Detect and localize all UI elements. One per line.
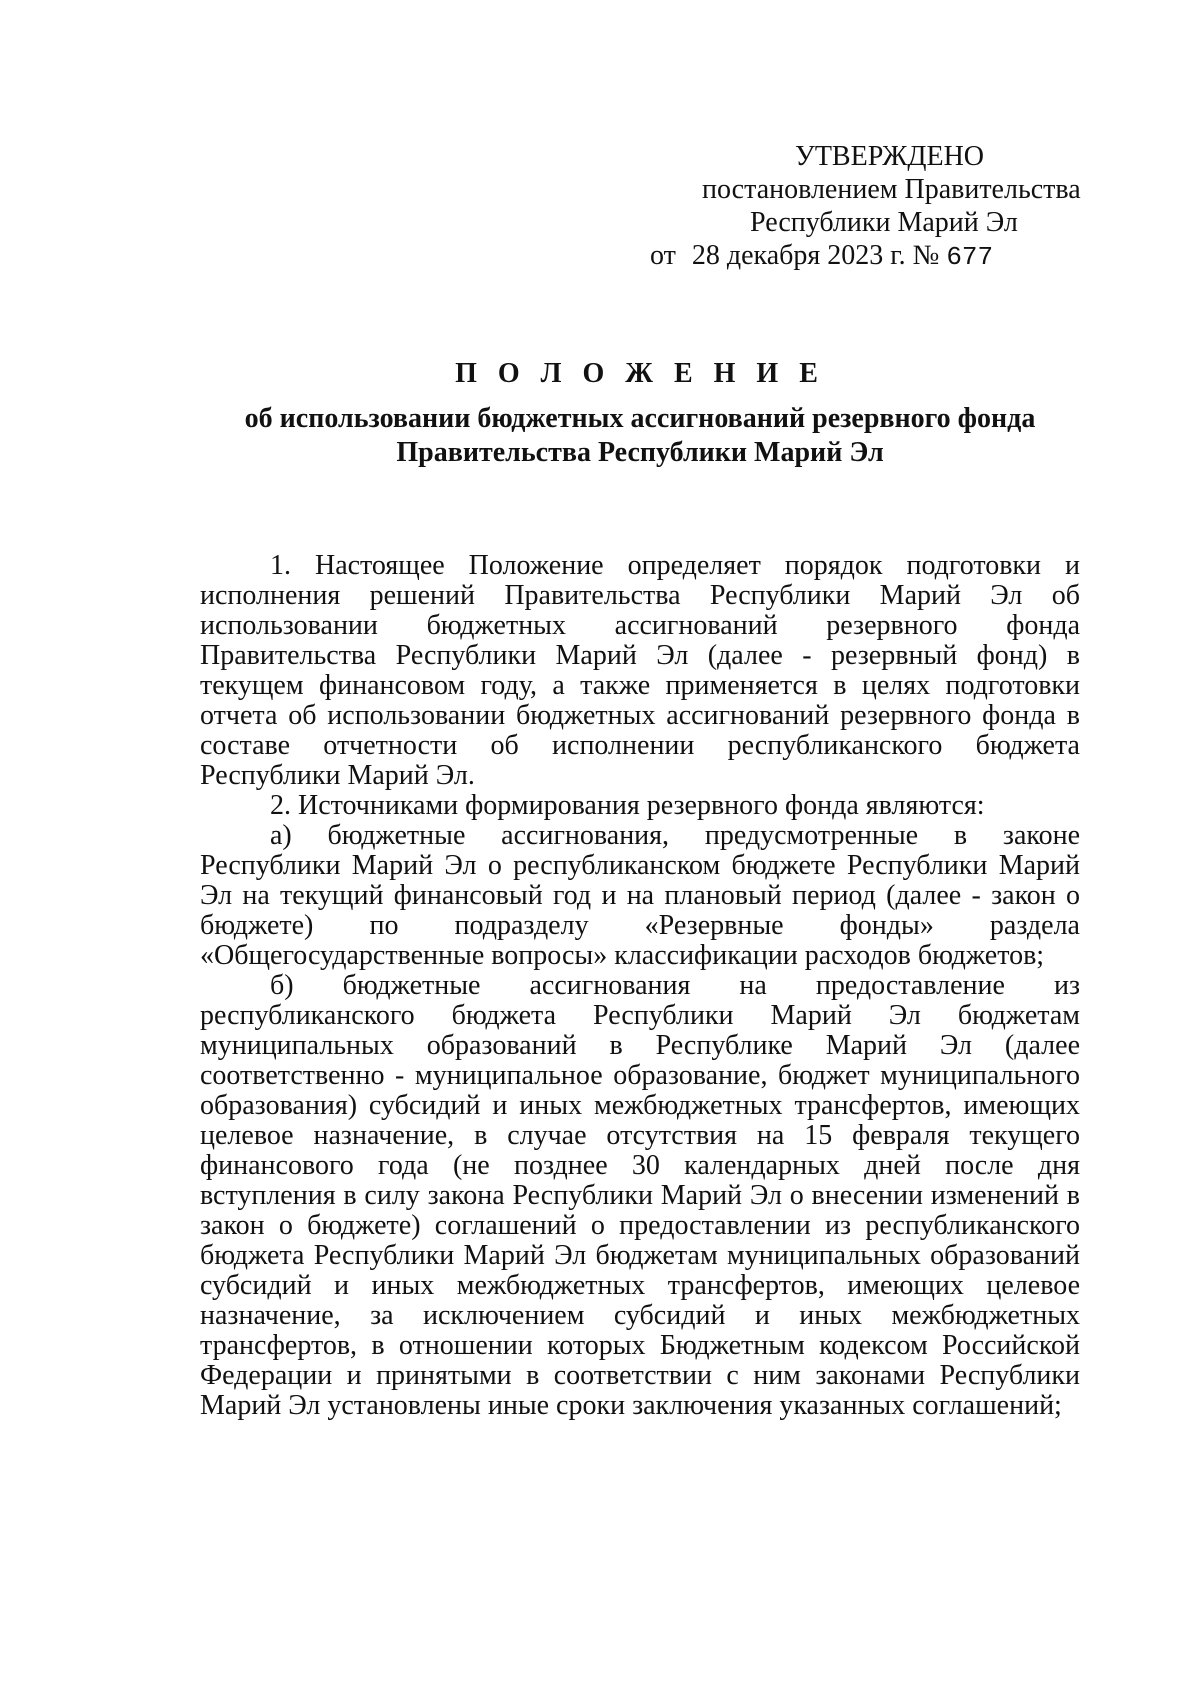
approval-date: 28 декабря 2023 г. [691,240,906,271]
paragraph-2a: а) бюджетные ассигнования, предусмотренные в законе Республики Марий Эл о республиканском бюджете Республики Марий Эл на текущий финансовый год и на плановый период (далее - закон о бюджете) по подразделу «Резервные фонды» раздела «Общегосударственные вопросы» классификации расходов бюджетов; [200,820,1080,971]
document-title: П О Л О Ж Е Н И Е [455,358,825,389]
approval-from-prefix: от [650,240,676,271]
paragraph-2b: б) бюджетные ассигнования на предоставление из республиканского бюджета Республики Марий Эл бюджетам муниципальных образований в Республике Марий Эл (далее соответственно - муниципальное образование, бюджет муниципального образования) субсидий и иных межбюджетных трансфертов, имеющих целевое назначение, в случае отсутствия на 15 февраля текущего финансового года (не позднее 30 календарных дней после дня вступления в силу закона Республики Марий Эл о внесении изменений в закон о бюджете) соглашений о предоставлении из республиканского бюджета Республики Марий Эл бюджетам муниципальных образований субсидий и иных межбюджетных трансфертов, имеющих целевое назначение, за исключением субсидий и иных межбюджетных трансфертов, в отношении которых Бюджетным кодексом Российской Федерации и принятыми в соответствии с ним законами Республики Марий Эл установлены иные сроки заключения указанных соглашений; [200,970,1080,1421]
subtitle-line: Правительства Республики Марий Эл [396,437,884,468]
subtitle-line: об использовании бюджетных ассигнований резервного фонда [244,403,1036,434]
approval-number: 677 [946,242,994,272]
approval-heading: УТВЕРЖДЕНО [795,141,985,172]
approval-republic: Республики Марий Эл [750,207,1018,238]
approval-date-line [620,239,1090,274]
approval-block [620,140,1090,274]
paragraph-1: 1. Настоящее Положение определяет порядок подготовки и исполнения решений Правительства Республики Марий Эл об использовании бюджетных ассигнований резервного фонда Правительства Республики Марий Эл (далее - резервный фонд) в текущем финансовом году, а также применяется в целях подготовки отчета об использовании бюджетных ассигнований резервного фонда в составе отчетности об исполнении республиканского бюджета Республики Марий Эл. [200,550,1080,791]
document-body [200,551,1080,1421]
document-subtitle [200,402,1080,470]
approval-by-decree: постановлением Правительства [702,174,1081,205]
approval-number-sign: № [912,240,940,271]
paragraph-2: 2. Источниками формирования резервного фонда являются: [270,790,985,821]
